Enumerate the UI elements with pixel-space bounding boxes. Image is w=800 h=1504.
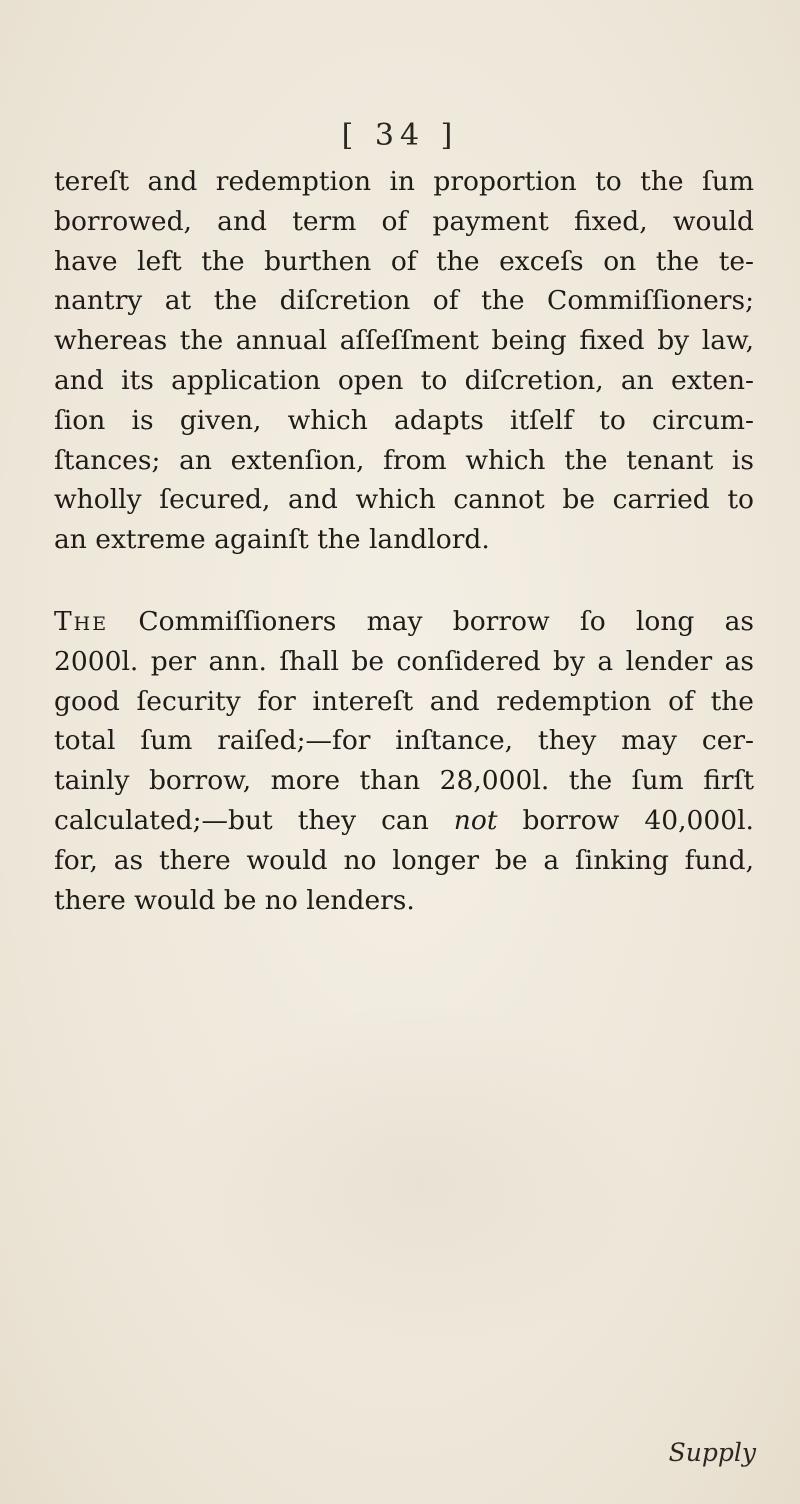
text-line: an extreme againſt the landlord.: [54, 524, 490, 556]
paper-stain: [180, 1000, 660, 1360]
text-line: borrowed, and term of payment fixed, would: [54, 205, 754, 237]
text-line: there would be no lenders.: [54, 884, 415, 916]
text-line: whereas the annual aſſeſſment being fixed by law,: [54, 325, 754, 357]
text-line: 2000l. per ann. ſhall be conſidered by a lender as: [54, 645, 754, 677]
text-line: good ſecurity for intereſt and redemption of the: [54, 685, 754, 717]
text-line-first: The Commiſſioners may borrow ſo long as: [54, 606, 754, 637]
text-line: tainly borrow, more than 28,000l. the ſum firſt: [54, 765, 754, 797]
text-line: ſion is given, which adapts itſelf to circum-: [54, 404, 754, 436]
text-line: wholly ſecured, and which cannot be carried to: [54, 484, 754, 516]
text-line: and its application open to diſcretion, an exten-: [54, 364, 754, 396]
text-line: total ſum raiſed;—for inſtance, they may cer-: [54, 725, 754, 757]
catchword: Supply: [668, 1438, 756, 1467]
text-line: have left the burthen of the exceſs on the te-: [54, 245, 754, 277]
paragraph-2: [54, 602, 754, 920]
text-line: for, as there would no longer be a ſinking fund,: [54, 844, 754, 876]
text-line: nantry at the diſcretion of the Commiſſioners;: [54, 285, 754, 317]
page-number: [ 34 ]: [341, 118, 459, 153]
text-line: tereſt and redemption in proportion to the ſum: [54, 166, 754, 197]
paragraph-1: [54, 162, 754, 560]
text-line: ſtances; an extenſion, from which the tenant is: [54, 444, 754, 476]
text-line: calculated;—but they can not borrow 40,000l.: [54, 804, 754, 836]
